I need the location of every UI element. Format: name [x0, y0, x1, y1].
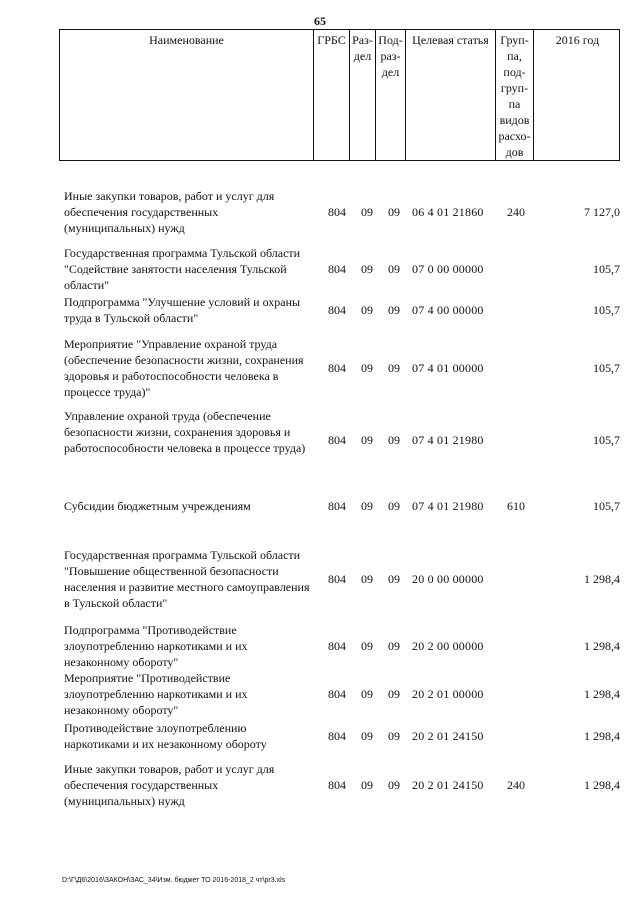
header-podrazdel: [376, 30, 406, 160]
row-razdel: 09: [361, 205, 373, 219]
row-grbs: 804: [328, 303, 346, 317]
row-razdel: 09: [361, 687, 373, 701]
header-podrazdel-line: раз-: [380, 49, 401, 63]
row-podrazdel: 09: [388, 639, 400, 653]
row-name: Мероприятие "Противодействие злоупотреблению наркотиками и их незаконному обороту": [64, 671, 248, 717]
row-celevaya: 07 4 01 21980: [412, 433, 484, 447]
row-celevaya: 07 4 01 21980: [412, 499, 484, 513]
row-podrazdel: 09: [388, 729, 400, 743]
header-celevaya: [406, 30, 496, 160]
header-year-label: 2016 год: [555, 33, 600, 47]
row-podrazdel: 09: [388, 499, 400, 513]
row-razdel: 09: [361, 361, 373, 375]
row-celevaya: 07 4 01 00000: [412, 361, 484, 375]
row-razdel: 09: [361, 778, 373, 792]
row-podrazdel: 09: [388, 361, 400, 375]
row-grbs: 804: [328, 729, 346, 743]
row-sum: 1 298,4: [584, 778, 620, 792]
row-grbs: 804: [328, 639, 346, 653]
row-razdel: 09: [361, 303, 373, 317]
header-vid-line: видов: [499, 113, 530, 127]
row-celevaya: 20 2 00 00000: [412, 639, 484, 653]
row-sum: 105,7: [593, 433, 620, 447]
row-celevaya: 06 4 01 21860: [412, 205, 484, 219]
row-podrazdel: 09: [388, 687, 400, 701]
row-grbs: 804: [328, 687, 346, 701]
header-razdel-line: Раз-: [352, 33, 373, 47]
row-grbs: 804: [328, 778, 346, 792]
row-grbs: 804: [328, 262, 346, 276]
header-vid-line: под-: [503, 65, 526, 79]
row-podrazdel: 09: [388, 303, 400, 317]
row-sum: 1 298,4: [584, 639, 620, 653]
row-name: Субсидии бюджетным учреждениям: [64, 499, 251, 513]
row-grbs: 804: [328, 433, 346, 447]
header-grbs: [314, 30, 350, 160]
row-sum: 105,7: [593, 361, 620, 375]
header-razdel-line: дел: [353, 49, 372, 63]
row-name: Противодействие злоупотреблению наркотиками и их незаконному обороту: [64, 721, 267, 751]
row-podrazdel: 09: [388, 778, 400, 792]
header-name: [60, 30, 314, 160]
header-podrazdel-line: Под-: [378, 33, 403, 47]
row-celevaya: 07 0 00 00000: [412, 262, 484, 276]
row-sum: 105,7: [593, 499, 620, 513]
row-celevaya: 20 0 00 00000: [412, 572, 484, 586]
row-razdel: 09: [361, 729, 373, 743]
row-name: Управление охраной труда (обеспечение безопасности жизни, сохранения здоровья и работоспособности человека в процессе труда): [64, 409, 306, 455]
row-grbs: 804: [328, 499, 346, 513]
row-sum: 1 298,4: [584, 572, 620, 586]
row-sum: 1 298,4: [584, 729, 620, 743]
header-name-label: Наименование: [149, 33, 224, 47]
row-sum: 105,7: [593, 303, 620, 317]
row-name: Подпрограмма "Противодействие злоупотреблению наркотиками и их незаконному обороту": [64, 623, 248, 669]
row-sum: 1 298,4: [584, 687, 620, 701]
header-year: [534, 30, 621, 160]
file-path-footer: D:\Г\Д6\2016\ЗАКОН\ЗАС_34\Изм. бюджет ТО 2016-2018_2 чт\pr3.xls: [62, 877, 286, 884]
row-celevaya: 20 2 01 00000: [412, 687, 484, 701]
row-name: Мероприятие "Управление охраной труда (обеспечение безопасности жизни, сохранения здоровья и работоспособности человека в процессе труда)": [64, 337, 304, 399]
row-celevaya: 20 2 01 24150: [412, 778, 484, 792]
row-razdel: 09: [361, 639, 373, 653]
row-grbs: 804: [328, 361, 346, 375]
row-name: Государственная программа Тульской области "Содействие занятости населения Тульской области": [64, 246, 301, 292]
header-razdel: [350, 30, 376, 160]
header-vid-line: груп-: [500, 81, 529, 95]
row-sum: 7 127,0: [584, 205, 620, 219]
row-sum: 105,7: [593, 262, 620, 276]
row-razdel: 09: [361, 572, 373, 586]
row-podrazdel: 09: [388, 262, 400, 276]
header-vid-line: Груп-: [500, 33, 529, 47]
row-celevaya: 07 4 00 00000: [412, 303, 484, 317]
row-podrazdel: 09: [388, 205, 400, 219]
row-grbs: 804: [328, 205, 346, 219]
row-podrazdel: 09: [388, 433, 400, 447]
row-celevaya: 20 2 01 24150: [412, 729, 484, 743]
row-name: Государственная программа Тульской области "Повышение общественной безопасности населения и развитие местного самоуправления в Тульской области": [64, 548, 310, 610]
row-vid: 240: [507, 205, 525, 219]
row-grbs: 804: [328, 572, 346, 586]
header-vid-line: расхо-: [498, 129, 531, 143]
row-vid: 240: [507, 778, 525, 792]
header-grbs-label: ГРБС: [317, 33, 346, 47]
header-vid-line: дов: [505, 145, 524, 159]
row-name: Подпрограмма "Улучшение условий и охраны труда в Тульской области": [64, 295, 301, 325]
header-vid-line: па,: [507, 49, 522, 63]
row-name: Иные закупки товаров, работ и услуг для обеспечения государственных (муниципальных) нужд: [64, 189, 275, 235]
row-razdel: 09: [361, 433, 373, 447]
header-vid: [496, 30, 534, 160]
row-name: Иные закупки товаров, работ и услуг для обеспечения государственных (муниципальных) нужд: [64, 762, 275, 808]
row-vid: 610: [507, 499, 525, 513]
table-header: [59, 29, 620, 161]
row-razdel: 09: [361, 499, 373, 513]
row-podrazdel: 09: [388, 572, 400, 586]
header-celevaya-label: Целевая статья: [412, 33, 489, 47]
header-podrazdel-line: дел: [381, 65, 400, 79]
header-vid-line: па: [508, 97, 521, 111]
page-number: 65: [314, 14, 326, 28]
row-razdel: 09: [361, 262, 373, 276]
